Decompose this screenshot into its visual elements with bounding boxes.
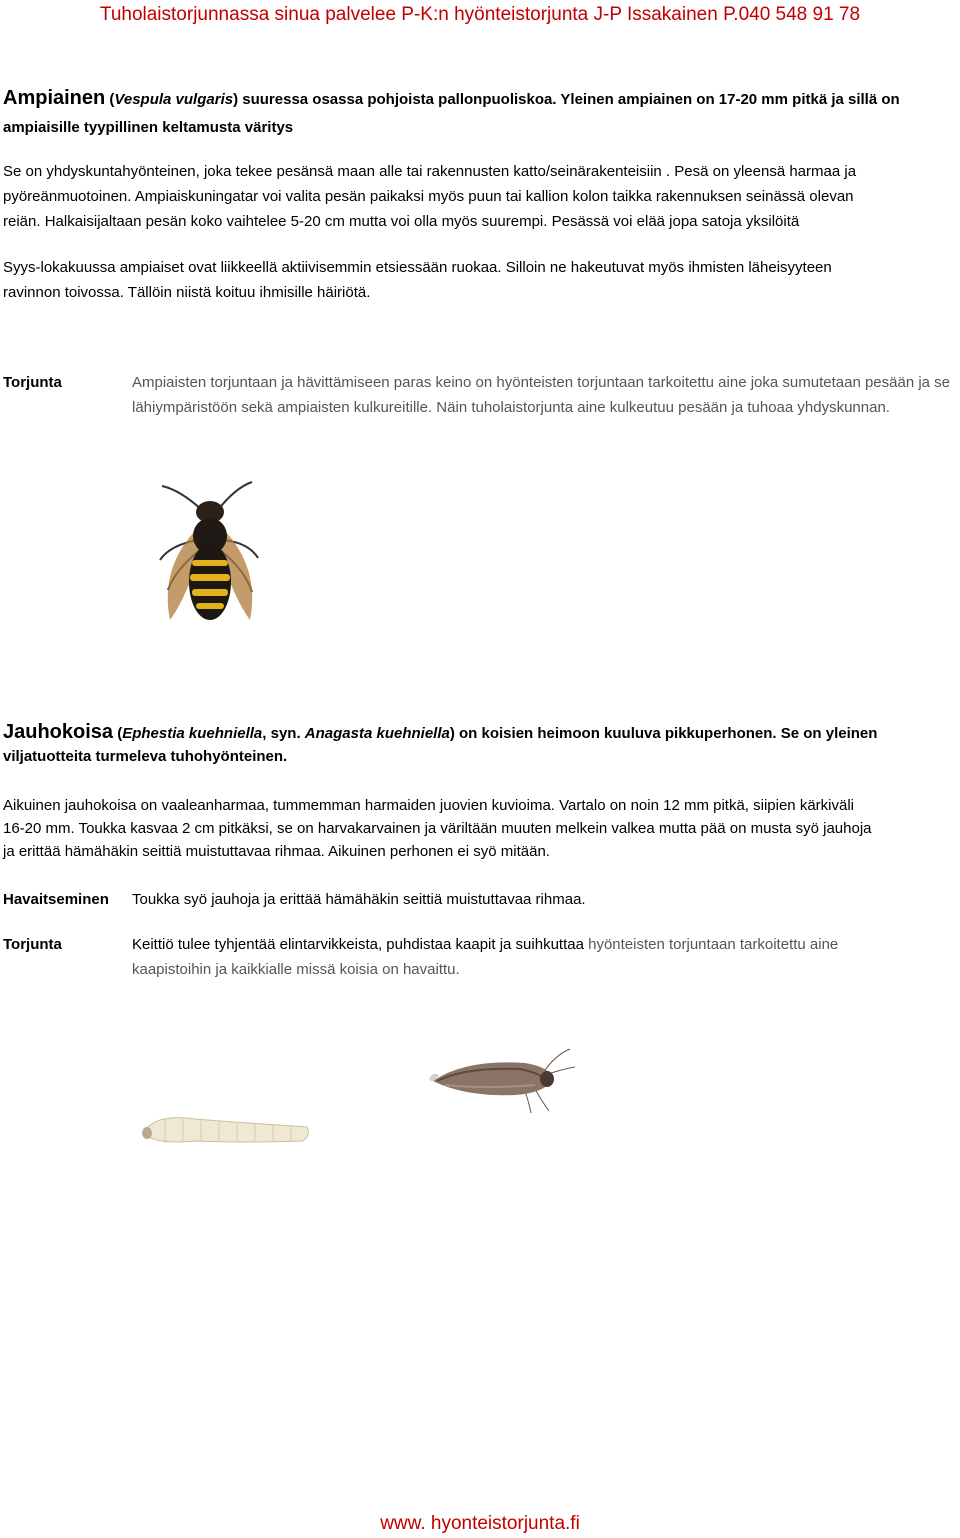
moth-para1-line1: Aikuinen jauhokoisa on vaaleanharmaa, tummemman harmaiden juovien kuvioima. Vartalo on noin 12 mm pitkä, siipien kärkiväli (3, 797, 854, 814)
wasp-para1-line2: pyöreänmuotoinen. Ampiaiskuningatar voi valita pesän paikaksi myös puun tai kallion kolon taikka rakennuksen seinässä olevan (3, 188, 854, 205)
wasp-intro: Ampiainen (Vespula vulgaris) suuressa osassa pohjoista pallonpuoliskoa. Yleinen ampiainen on 17-20 mm pitkä ja sillä on (3, 87, 900, 109)
moth-synonym: Anagasta kuehniella (304, 725, 450, 742)
moth-observe-label: Havaitseminen (3, 891, 109, 908)
wasp-title: Ampiainen (3, 87, 106, 109)
moth-para1-line2: 16-20 mm. Toukka kasvaa 2 cm pitkäksi, se on harvakarvainen ja väriltään muuten melkein valkea mutta pää on musta syö jauhoja (3, 820, 872, 837)
moth-intro: Jauhokoisa (Ephestia kuehniella, syn. Anagasta kuehniella) on koisien heimoon kuuluva pikkuperhonen. Se on yleinen (3, 721, 878, 743)
wasp-control-label: Torjunta (3, 374, 62, 391)
wasp-image (140, 470, 280, 645)
wasp-latin-name: Vespula vulgaris (114, 91, 234, 108)
larva-image (135, 1105, 315, 1150)
page-footer[interactable]: www. hyonteistorjunta.fi (380, 1513, 580, 1534)
wasp-para2-line1: Syys-lokakuussa ampiaiset ovat liikkeellä aktiivisemmin etsiessään ruokaa. Silloin ne hakeutuvat myös ihmisten läheisyyteen (3, 259, 832, 276)
moth-observe-text: Toukka syö jauhoja ja erittää hämähäkin seittiä muistuttavaa rihmaa. (132, 891, 586, 908)
wasp-para1-line3: reiän. Halkaisijaltaan pesän koko vaihtelee 5-20 cm mutta voi olla myös suurempi. Pesässä voi elää jopa satoja yksilöitä (3, 213, 800, 230)
moth-control-text-line2: kaapistoihin ja kaikkialle missä koisia on havaittu. (132, 961, 460, 978)
wasp-intro-line2: ampiaisille tyypillinen keltamusta väritys (3, 119, 294, 136)
moth-intro-line2: viljatuotteita turmeleva tuhohyönteinen. (3, 748, 288, 765)
moth-image (425, 1045, 580, 1115)
wasp-para1-line1: Se on yhdyskuntahyönteinen, joka tekee pesänsä maan alle tai rakennusten katto/seinärakenteisiin . Pesä on yleensä harmaa ja (3, 163, 857, 180)
moth-latin-name: Ephestia kuehniella (122, 725, 263, 742)
moth-title: Jauhokoisa (3, 721, 114, 743)
wasp-para2-line2: ravinnon toivossa. Tällöin niistä koituu ihmisille häiriötä. (3, 284, 371, 301)
wasp-control-text: Ampiaisten torjuntaan ja hävittämiseen paras keino on hyönteisten torjuntaan tarkoitettu aine joka sumutetaan pesään ja se lähiympäristöön sekä ampiaisten kulkureitille. Näin tuholaistorjunta aine kulkeutuu pesään ja tuhoaa yhdyskunnan. (132, 374, 951, 416)
moth-control-label: Torjunta (3, 936, 62, 953)
moth-para1-line3: ja erittää hämähäkin seittiä muistuttavaa rihmaa. Aikuinen perhonen ei syö mitään. (3, 843, 550, 860)
page-header: Tuholaistorjunnassa sinua palvelee P-K:n hyönteistorjunta J-P Issakainen P.040 548 91 78 (99, 4, 861, 25)
moth-control-text: Keittiö tulee tyhjentää elintarvikkeista, puhdistaa kaapit ja suihkuttaa hyönteisten torjuntaan tarkoitettu aine (132, 936, 839, 953)
